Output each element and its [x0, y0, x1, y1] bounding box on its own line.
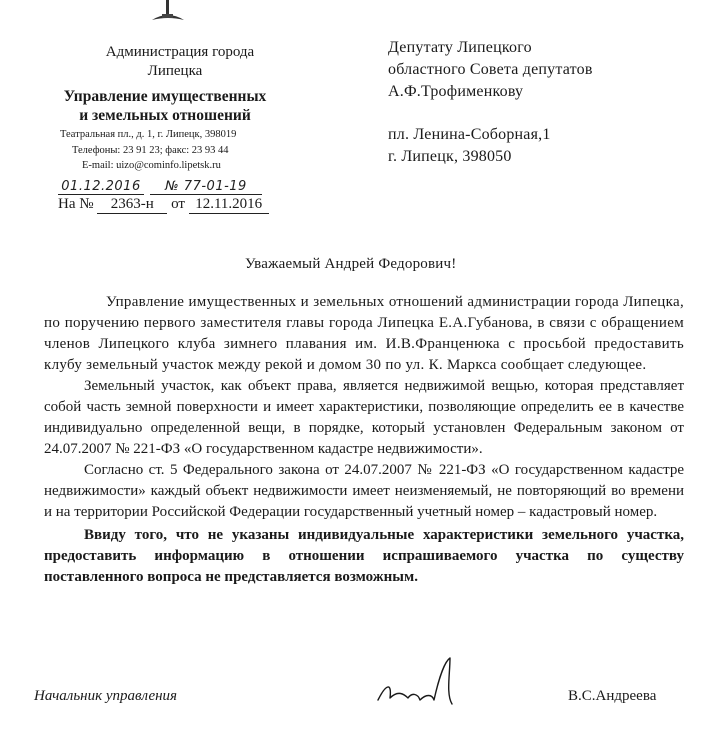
sender-address: Театральная пл., д. 1, г. Липецк, 398019 [60, 129, 237, 140]
outgoing-number [150, 179, 262, 195]
sender-org-line2: Липецка [147, 63, 203, 79]
outgoing-date [58, 179, 144, 195]
in-reply-prefix: На № [58, 196, 94, 212]
letter-body [44, 292, 684, 588]
in-reply-line [58, 196, 269, 214]
handwritten-signature-icon [370, 654, 470, 714]
sender-dept-line1: Управление имущественных [63, 88, 267, 105]
outgoing-date-value: 01.12.2016 [58, 179, 144, 195]
greeting: Уважаемый Андрей Федорович! [245, 256, 457, 272]
body-paragraph-3: Согласно ст. 5 Федерального закона от 24.07.2007 № 221-ФЗ «О государственном кадастре недвижимости» каждый объект недвижимости имеет неизменяемый, не повторяющий во времени и на территории Российской Федерации государственный учетный номер – кадастровый номер. [44, 462, 684, 520]
recipient-line1: Депутату Липецкого [388, 39, 532, 56]
sender-org-line1: Администрация города [105, 44, 255, 60]
outgoing-number-value: № 77-01-19 [150, 179, 262, 195]
in-reply-from: от [171, 196, 185, 212]
recipient-line2: областного Совета депутатов [388, 61, 593, 78]
body-paragraph-2: Земельный участок, как объект права, является недвижимой вещью, которая представляет собой часть земной поверхности и имеет характеристики, позволяющие определить ее в качестве индивидуально определенной вещи, в порядке, который установлен Федеральным законом от 24.07.2007 № 221-ФЗ «О государственном кадастре недвижимости». [44, 378, 684, 457]
signatory-name: В.С.Андреева [568, 688, 657, 704]
recipient-address2: г. Липецк, 398050 [388, 148, 512, 165]
city-emblem-icon [148, 0, 188, 26]
sender-dept-line2: и земельных отношений [79, 107, 251, 124]
sender-email: E-mail: uizo@cominfo.lipetsk.ru [82, 160, 221, 171]
recipient-address1: пл. Ленина-Соборная,1 [388, 126, 551, 143]
body-paragraph-1: Управление имущественных и земельных отношений администрации города Липецка, по поручению первого заместителя главы города Липецка Е.А.Губанова, в связи с обращением членов Липецкого клуба зимнего плавания им. И.В.Франценюка с просьбой предоставить клубу земельный участок между рекой и домом 30 по ул. К. Маркса сообщает следующее. [44, 294, 684, 373]
body-paragraph-4: Ввиду того, что не указаны индивидуальные характеристики земельного участка, предоставить информацию в отношении испрашиваемого участка по существу поставленного вопроса не представляется возможным. [44, 527, 684, 585]
in-reply-date: 12.11.2016 [189, 196, 269, 214]
signatory-title: Начальник управления [34, 688, 178, 704]
in-reply-number: 2363-н [97, 196, 167, 214]
recipient-line3: А.Ф.Трофименкову [388, 83, 524, 100]
sender-phones: Телефоны: 23 91 23; факс: 23 93 44 [72, 145, 229, 156]
